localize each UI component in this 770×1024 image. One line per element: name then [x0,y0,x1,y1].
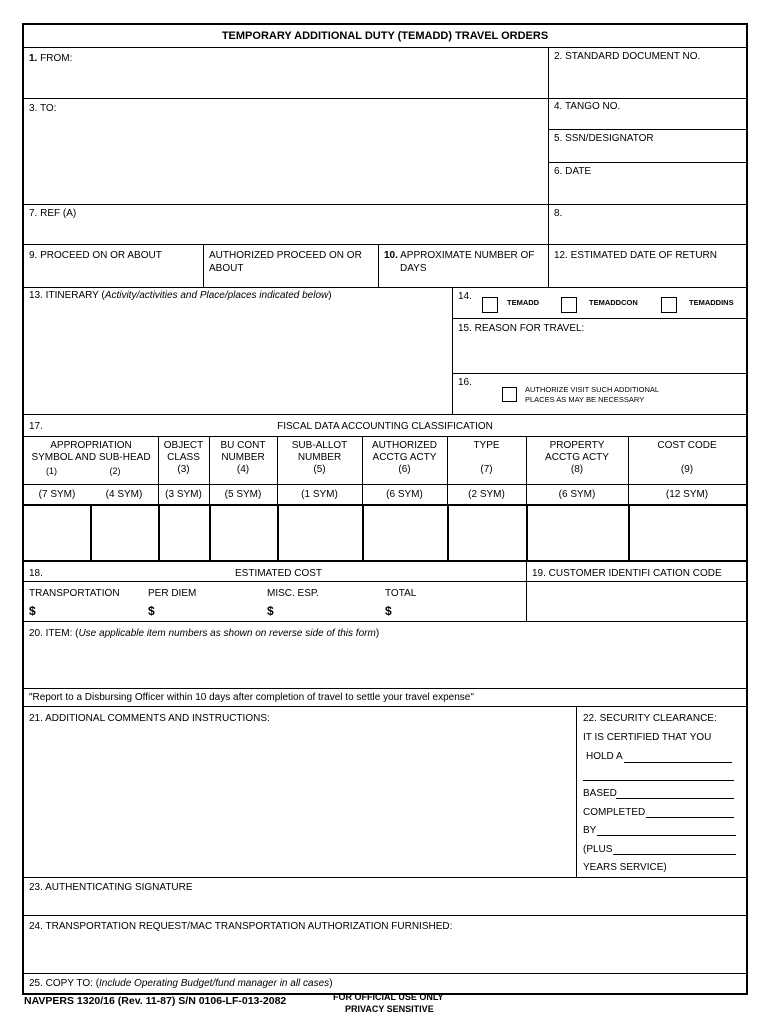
field-8-label: 8. [554,208,563,219]
reason-input[interactable] [454,337,744,371]
sym-label: (7 SYM) [38,489,76,500]
sym-label: (1 SYM) [301,489,338,500]
divider [209,504,211,561]
divider [24,47,746,48]
divider [526,504,528,561]
auth-header-l1: AUTHORIZED [372,440,437,451]
sym-label: (12 SYM) [665,489,709,500]
field-20-label: 20. ITEM: (Use applicable item numbers as shown on reverse side of this form) [29,628,380,639]
divider [203,244,204,287]
cost-header-l1: COST CODE [657,440,717,451]
field-15-label: 15. REASON FOR TRAVEL: [458,323,585,334]
total-input[interactable] [396,602,516,618]
divider [24,877,746,878]
comments-input[interactable] [26,727,574,875]
field-13-label: 13. ITINERARY (Activity/activities and Place/places indicated below) [29,290,332,301]
divider [548,162,746,163]
based-line[interactable] [616,798,734,799]
itinerary-input[interactable] [26,304,450,412]
per-diem-label: PER DIEM [148,588,197,599]
temadd-option-label: TEMADD [507,298,540,307]
sym-label: (4 SYM) [105,489,143,500]
sym-label: (5 SYM) [224,489,262,500]
object-header-l2: CLASS [167,452,200,463]
misc-label: MISC. ESP. [267,588,320,599]
temaddins-option-label: TEMADDINS [689,298,734,307]
approp-header-n1: (1) [46,466,57,476]
fiscal-input-appropriation[interactable] [26,507,88,559]
completed-line[interactable] [646,817,734,818]
divider [24,98,746,99]
divider [452,287,453,414]
divider [548,204,549,244]
divider [548,47,549,204]
plus-line[interactable] [613,854,736,855]
divider [24,414,746,415]
divider [24,504,746,506]
form-title: TEMPORARY ADDITIONAL DUTY (TEMADD) TRAVEL ORDERS [221,30,549,42]
divider [452,318,746,319]
fiscal-input-property[interactable] [529,507,626,559]
dollar-sign: $ [148,604,155,618]
security-line: BASED [583,788,617,799]
total-label: TOTAL [385,588,417,599]
fiscal-input-cost-code[interactable] [631,507,744,559]
field-25-label: 25. COPY TO: (Include Operating Budget/fund manager in all cases) [29,978,333,989]
prop-header-l2: ACCTG ACTY [545,452,609,463]
dollar-sign: $ [267,604,274,618]
divider [24,581,746,582]
field-19-label: 19. CUSTOMER IDENTIFI CATION CODE [532,568,722,579]
ref-input[interactable] [26,222,546,242]
signature-input[interactable] [26,895,744,913]
field-4-label: 4. TANGO NO. [554,101,621,112]
bu-header-l2: NUMBER [221,452,265,463]
misc-input[interactable] [277,602,377,618]
divider [378,244,379,287]
field-2-label: 2. STANDARD DOCUMENT NO. [554,51,701,62]
field-17-label: 17. [29,421,43,432]
per-diem-input[interactable] [158,602,258,618]
field-14-label: 14. [458,291,472,302]
report-note: "Report to a Disbursing Officer within 10 days after completion of travel to settle your travel expense" [29,692,474,703]
divider [24,706,746,707]
field-5-label: 5. SSN/DESIGNATOR [554,133,654,144]
approp-header-n2: (2) [109,466,121,476]
divider [452,373,746,374]
security-line: IT IS CERTIFIED THAT YOU [583,732,712,743]
fiscal-title: FISCAL DATA ACCOUNTING CLASSIFICATION [277,421,493,432]
divider [24,204,746,205]
divider [24,244,746,245]
type-header-n: (7) [480,464,493,475]
field-10-label: 10. APPROXIMATE NUMBER OF [384,250,535,261]
fiscal-input-authorized[interactable] [365,507,445,559]
divider [526,561,527,621]
authorize-visit-line2: PLACES AS MAY BE NECESSARY [525,395,645,404]
divider [24,484,746,485]
item-input[interactable] [26,642,744,686]
divider [24,436,746,437]
to-input[interactable] [26,118,546,202]
sym-label: (3 SYM) [165,489,202,500]
fiscal-input-subhead[interactable] [93,507,156,559]
divider [24,973,746,974]
type-header-l1: TYPE [473,440,500,451]
customer-id-input[interactable] [528,583,744,619]
fiscal-input-type[interactable] [450,507,524,559]
fiscal-input-bu-cont[interactable] [212,507,275,559]
prop-header-l1: PROPERTY [549,440,605,451]
security-line: BY [583,825,597,836]
divider [362,504,364,561]
bu-header-n: (4) [236,464,250,475]
standard-document-input[interactable] [550,66,744,96]
divider [24,915,746,916]
auth-header-n: (6) [398,464,411,475]
authorize-visit-checkbox[interactable] [502,387,517,402]
approp-header-l1: APPROPRIATION [50,440,132,451]
divider [24,287,746,288]
fiscal-input-object-class[interactable] [161,507,207,559]
divider [548,129,746,130]
field-23-label: 23. AUTHENTICATING SIGNATURE [29,882,193,893]
temaddins-checkbox[interactable] [661,297,677,313]
divider [548,244,549,287]
form-id: NAVPERS 1320/16 (Rev. 11-87) S/N 0106-LF-013-2082 [24,995,287,1007]
cost-header-n: (9) [680,464,694,475]
sym-label: (6 SYM) [386,489,423,500]
clearance-line[interactable] [583,780,734,781]
dollar-sign: $ [385,604,392,618]
field-1-label: 1. FROM: [29,53,73,64]
field-22-label: 22. SECURITY CLEARANCE: [583,713,717,724]
field-10-line2: DAYS [400,263,427,274]
dollar-sign: $ [29,604,36,618]
divider [24,560,746,562]
divider [277,504,279,561]
prop-header-n: (8) [570,464,584,475]
by-line[interactable] [597,835,736,836]
sym-label: (6 SYM) [558,489,596,500]
hold-a-line[interactable] [624,762,732,763]
security-line: COMPLETED [583,807,646,818]
divider [447,504,449,561]
security-line: YEARS SERVICE) [583,862,667,873]
official-use-line2: PRIVACY SENSITIVE [345,1004,434,1014]
transportation-input[interactable] [40,602,140,618]
object-header-l1: OBJECT [163,440,204,451]
sub-header-l2: NUMBER [297,452,342,463]
authorize-visit-line1: AUTHORIZE VISIT SUCH ADDITIONAL [525,385,660,394]
sym-label: (2 SYM) [468,489,505,500]
object-header-n: (3) [177,464,190,475]
field-9b-line2: ABOUT [209,263,244,274]
official-use-line1: FOR OFFICIAL USE ONLY [333,992,444,1002]
field-7-label: 7. REF (A) [29,208,77,219]
fiscal-input-sub-allot[interactable] [280,507,360,559]
auth-header-l2: ACCTG ACTY [372,452,437,463]
divider [628,504,630,561]
field-21-label: 21. ADDITIONAL COMMENTS AND INSTRUCTIONS: [29,713,270,724]
estimated-cost-title: ESTIMATED COST [235,568,323,579]
field-18-label: 18. [29,568,43,579]
transportation-label: TRANSPORTATION [29,588,120,599]
temaddcon-option-label: TEMADDCON [589,298,638,307]
security-line: (PLUS [583,844,613,855]
divider [24,621,746,622]
field-6-label: 6. DATE [554,166,592,177]
from-input[interactable] [26,66,546,96]
divider [158,504,160,561]
field-12-label: 12. ESTIMATED DATE OF RETURN [554,250,717,261]
divider [90,504,92,561]
bu-header-l1: BU CONT [220,440,266,451]
field-24-label: 24. TRANSPORTATION REQUEST/MAC TRANSPORTATION AUTHORIZATION FURNISHED: [29,921,453,932]
field-3-label: 3. TO: [29,103,57,114]
field-9-label: 9. PROCEED ON OR ABOUT [29,250,162,261]
divider [576,706,577,877]
divider [24,688,746,689]
temadd-checkbox[interactable] [482,297,498,313]
sub-header-l1: SUB-ALLOT [291,440,348,451]
field-16-label: 16. [458,377,472,388]
sub-header-n: (5) [313,464,326,475]
temaddcon-checkbox[interactable] [561,297,577,313]
approp-header-l2: SYMBOL AND SUB-HEAD [31,452,151,463]
transport-request-input[interactable] [26,935,744,971]
field-9b-line1: AUTHORIZED PROCEED ON OR [209,250,362,261]
security-line: HOLD A [586,751,623,762]
